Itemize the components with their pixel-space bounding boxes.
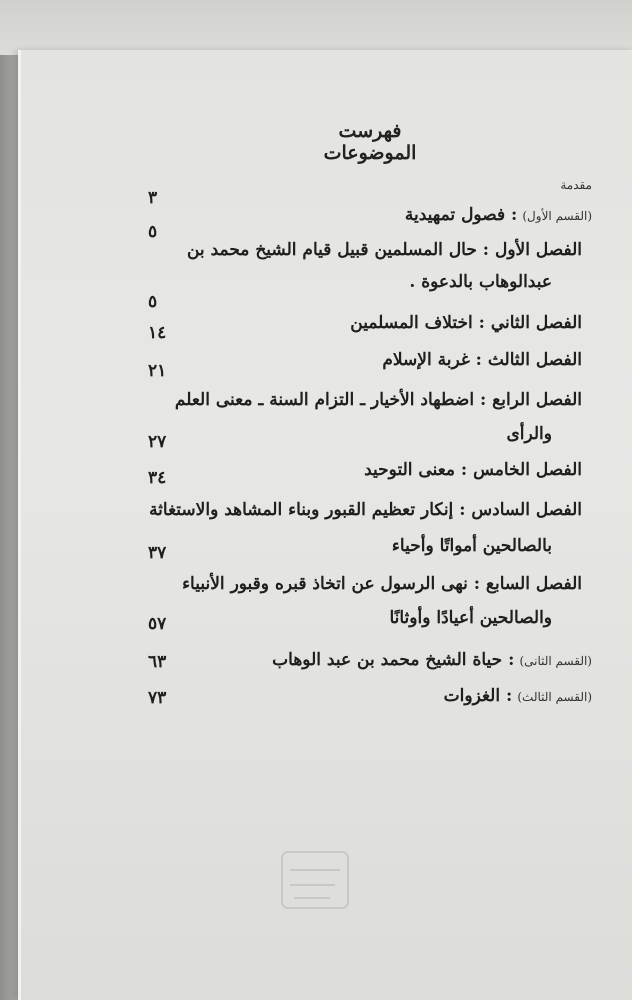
toc-ch7-page: ٥٧ [148, 614, 167, 634]
toc-ch7-line2: والصالحين أعيادًا وأوثانًا [389, 608, 552, 628]
page-title: فهرست الموضوعات [323, 120, 417, 164]
toc-ch1-page: ٥ [148, 292, 158, 312]
toc-intro-page: ٣ [148, 188, 158, 208]
toc-intro-label: مقدمة [560, 178, 592, 192]
toc-ch2: الفصل الثاني : اختلاف المسلمين [350, 313, 582, 333]
toc-ch1-line1: الفصل الأول : حال المسلمين قبيل قيام الشيخ محمد بن [186, 240, 582, 260]
toc-ch6-line2: بالصالحين أمواتًا وأحياء [391, 536, 552, 556]
toc-part2-prefix: (القسم الثانى) [519, 654, 592, 668]
toc-ch5-page: ٣٤ [148, 468, 167, 488]
toc-ch4-page: ٢٧ [148, 432, 167, 452]
toc-ch6-line1: الفصل السادس : إنكار تعظيم القبور وبناء المشاهد والاستغاثة [149, 500, 582, 520]
toc-ch4-line2: والرأى [506, 424, 552, 444]
toc-ch6-page: ٣٧ [148, 543, 167, 563]
toc-ch4-line1: الفصل الرابع : اضطهاد الأخيار ـ التزام السنة ـ معنى العلم [174, 390, 582, 410]
toc-ch5: الفصل الخامس : معنى التوحيد [364, 460, 582, 480]
toc-part3 [444, 686, 592, 706]
toc-part1-page: ٥ [148, 222, 158, 242]
toc-ch3-page: ٢١ [148, 361, 167, 381]
faded-stamp-mark [280, 850, 350, 910]
toc-ch7-line1: الفصل السابع : نهى الرسول عن اتخاذ قبره وقبور الأنبياء [182, 574, 582, 594]
toc-part1-text: : فصول تمهيدية [404, 205, 518, 225]
toc-part2-text: : حياة الشيخ محمد بن عبد الوهاب [272, 650, 515, 670]
toc-ch3: الفصل الثالث : غربة الإسلام [382, 350, 582, 370]
toc-part3-text: : الغزوات [443, 686, 513, 706]
toc-part1-prefix: (القسم الأول) [522, 209, 592, 223]
toc-part2-page: ٦٣ [148, 652, 167, 672]
toc-part1 [405, 205, 592, 225]
toc-part2 [272, 650, 592, 670]
toc-ch2-page: ١٤ [148, 323, 167, 343]
toc-ch1-line2: عبدالوهاب بالدعوة . [409, 272, 552, 292]
toc-part3-page: ٧٣ [148, 688, 167, 708]
toc-part3-prefix: (القسم الثالث) [517, 690, 592, 704]
